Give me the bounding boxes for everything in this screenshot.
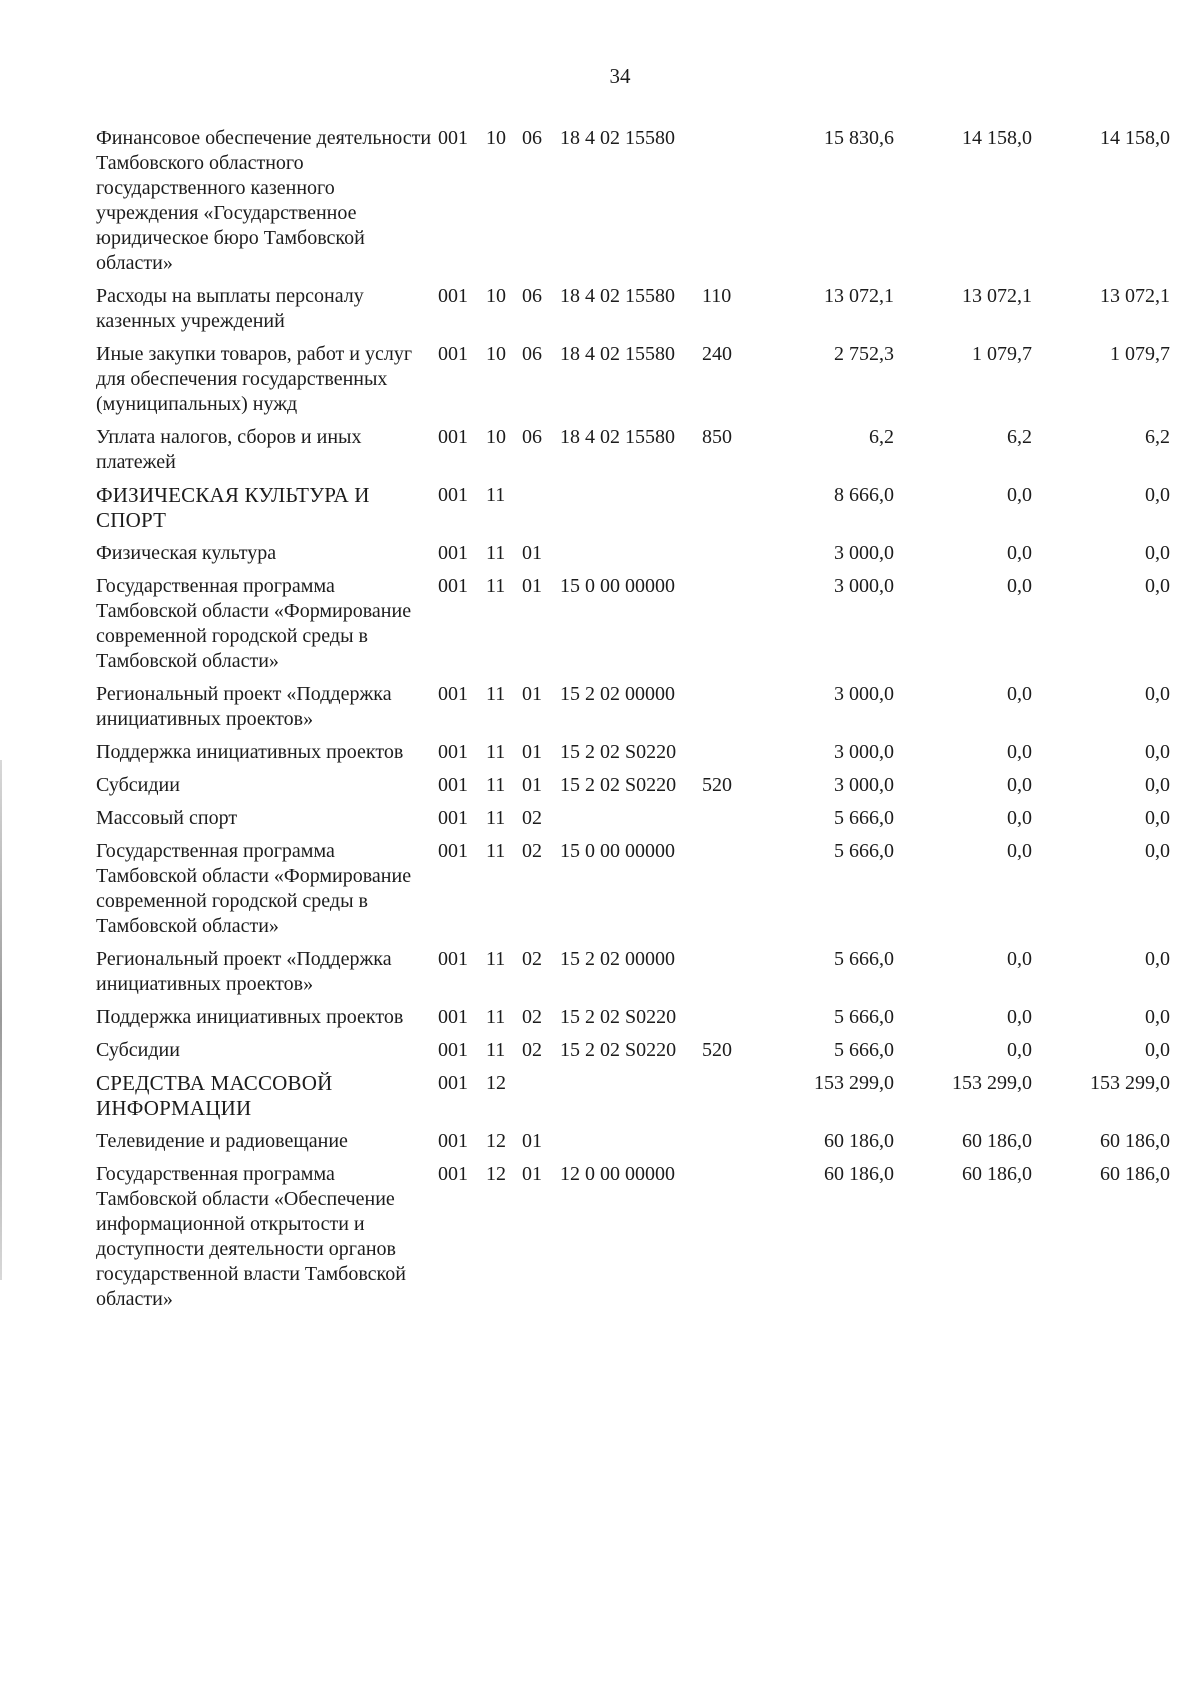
row-name: Государственная программа Тамбовской области «Формирование современной городской среды в Тамбовской области» [96, 575, 412, 672]
amount-year-3: 0,0 [1145, 948, 1170, 970]
subsection-code: 01 [522, 741, 542, 763]
table-row [96, 740, 1170, 773]
expense-type-code [702, 839, 772, 947]
grbs-code: 001 [438, 285, 468, 307]
grbs-code: 001 [438, 683, 468, 705]
subsection-code: 02 [522, 1006, 542, 1028]
amount-year-2: 153 299,0 [952, 1072, 1032, 1094]
amount-year-2: 1 079,7 [972, 343, 1032, 365]
table-row [96, 126, 1170, 284]
amount-year-3: 6,2 [1145, 426, 1170, 448]
section-code: 10 [486, 285, 506, 307]
section-code: 11 [486, 741, 506, 763]
row-name: Поддержка инициативных проектов [96, 1006, 404, 1028]
amount-year-3: 0,0 [1145, 741, 1170, 763]
table-row [96, 425, 1170, 483]
row-name: Субсидии [96, 774, 180, 796]
amount-year-1: 3 000,0 [834, 542, 894, 564]
section-code: 11 [486, 840, 506, 862]
amount-year-2: 13 072,1 [962, 285, 1032, 307]
grbs-code: 001 [438, 1039, 468, 1061]
expense-type-code [702, 126, 772, 284]
amount-year-3: 153 299,0 [1090, 1072, 1170, 1094]
amount-year-2: 0,0 [1007, 1039, 1032, 1061]
expense-type-code [702, 574, 772, 682]
section-code: 11 [486, 807, 506, 829]
amount-year-3: 0,0 [1145, 484, 1170, 506]
expense-type-code [702, 1162, 772, 1320]
expense-type-code [702, 541, 772, 574]
target-article-code: 15 0 00 00000 [560, 840, 675, 862]
expense-type-code [702, 1129, 772, 1162]
subsection-code: 02 [522, 840, 542, 862]
amount-year-2: 0,0 [1007, 484, 1032, 506]
row-name: СРЕДСТВА МАССОВОЙ ИНФОРМАЦИИ [96, 1071, 333, 1120]
table-row [96, 773, 1170, 806]
amount-year-2: 14 158,0 [962, 127, 1032, 149]
target-article-code: 15 2 02 00000 [560, 683, 675, 705]
amount-year-1: 3 000,0 [834, 741, 894, 763]
expense-type-code [702, 682, 772, 740]
amount-year-1: 60 186,0 [824, 1130, 894, 1152]
amount-year-1: 8 666,0 [834, 484, 894, 506]
amount-year-3: 0,0 [1145, 774, 1170, 796]
target-article-code [560, 1071, 702, 1129]
subsection-code [522, 483, 560, 541]
table-row [96, 342, 1170, 425]
row-name: Уплата налогов, сборов и иных платежей [96, 426, 362, 473]
row-name: Массовый спорт [96, 807, 238, 829]
expense-type-code: 520 [702, 774, 732, 796]
expense-type-code [702, 806, 772, 839]
table-row [96, 806, 1170, 839]
grbs-code: 001 [438, 542, 468, 564]
table-row [96, 682, 1170, 740]
amount-year-3: 13 072,1 [1100, 285, 1170, 307]
amount-year-3: 0,0 [1145, 683, 1170, 705]
amount-year-1: 6,2 [869, 426, 894, 448]
row-name: Телевидение и радиовещание [96, 1130, 348, 1152]
subsection-code: 01 [522, 774, 542, 796]
grbs-code: 001 [438, 1163, 468, 1185]
grbs-code: 001 [438, 426, 468, 448]
target-article-code: 12 0 00 00000 [560, 1163, 675, 1185]
row-name: Государственная программа Тамбовской области «Обеспечение информационной открытости и доступности деятельности органов государственной власти Тамбовской области» [96, 1163, 406, 1310]
subsection-code: 01 [522, 1130, 542, 1152]
amount-year-3: 0,0 [1145, 807, 1170, 829]
expense-type-code [702, 1071, 772, 1129]
target-article-code [560, 1129, 702, 1162]
amount-year-1: 5 666,0 [834, 948, 894, 970]
scan-edge-artifact [0, 760, 2, 1280]
grbs-code: 001 [438, 840, 468, 862]
section-code: 10 [486, 343, 506, 365]
target-article-code: 15 2 02 00000 [560, 948, 675, 970]
target-article-code: 15 2 02 S0220 [560, 774, 677, 796]
amount-year-3: 60 186,0 [1100, 1130, 1170, 1152]
expense-type-code: 110 [702, 285, 732, 307]
amount-year-1: 5 666,0 [834, 840, 894, 862]
amount-year-3: 0,0 [1145, 1006, 1170, 1028]
subsection-code: 01 [522, 575, 542, 597]
table-row [96, 1038, 1170, 1071]
grbs-code: 001 [438, 484, 468, 506]
amount-year-3: 0,0 [1145, 542, 1170, 564]
section-row [96, 1071, 1170, 1129]
subsection-code: 02 [522, 1039, 542, 1061]
expense-type-code [702, 740, 772, 773]
grbs-code: 001 [438, 1130, 468, 1152]
subsection-code: 06 [522, 127, 542, 149]
budget-table [96, 126, 1170, 1320]
table-row [96, 1129, 1170, 1162]
target-article-code [560, 483, 702, 541]
section-code: 11 [486, 1039, 506, 1061]
target-article-code: 15 2 02 S0220 [560, 1039, 677, 1061]
section-code: 12 [486, 1072, 506, 1094]
amount-year-2: 0,0 [1007, 741, 1032, 763]
subsection-code: 01 [522, 1163, 542, 1185]
section-code: 11 [486, 575, 506, 597]
subsection-code: 06 [522, 426, 542, 448]
amount-year-2: 60 186,0 [962, 1163, 1032, 1185]
target-article-code: 15 2 02 S0220 [560, 741, 677, 763]
grbs-code: 001 [438, 1072, 468, 1094]
grbs-code: 001 [438, 127, 468, 149]
table-row [96, 541, 1170, 574]
section-code: 11 [486, 683, 506, 705]
amount-year-1: 15 830,6 [824, 127, 894, 149]
section-code: 11 [486, 1006, 506, 1028]
subsection-code: 01 [522, 683, 542, 705]
section-code: 10 [486, 127, 506, 149]
page-number: 34 [609, 64, 631, 88]
expense-type-code: 520 [702, 1039, 732, 1061]
target-article-code: 15 0 00 00000 [560, 575, 675, 597]
amount-year-2: 6,2 [1007, 426, 1032, 448]
amount-year-3: 60 186,0 [1100, 1163, 1170, 1185]
amount-year-1: 3 000,0 [834, 683, 894, 705]
amount-year-1: 153 299,0 [814, 1072, 894, 1094]
amount-year-3: 14 158,0 [1100, 127, 1170, 149]
section-row [96, 483, 1170, 541]
grbs-code: 001 [438, 741, 468, 763]
row-name: Поддержка инициативных проектов [96, 741, 404, 763]
row-name: Субсидии [96, 1039, 180, 1061]
grbs-code: 001 [438, 774, 468, 796]
expense-type-code [702, 947, 772, 1005]
amount-year-2: 0,0 [1007, 840, 1032, 862]
table-row [96, 574, 1170, 682]
amount-year-1: 5 666,0 [834, 807, 894, 829]
row-name: Региональный проект «Поддержка инициативных проектов» [96, 948, 392, 995]
target-article-code [560, 541, 702, 574]
expense-type-code: 850 [702, 426, 732, 448]
subsection-code [522, 1071, 560, 1129]
section-code: 11 [486, 542, 506, 564]
subsection-code: 06 [522, 285, 542, 307]
table-row [96, 839, 1170, 947]
row-name: Финансовое обеспечение деятельности Тамбовского областного государственного казенного учреждения «Государственное юридическое бюро Тамбовской области» [96, 127, 432, 274]
target-article-code: 18 4 02 15580 [560, 343, 675, 365]
amount-year-2: 0,0 [1007, 1006, 1032, 1028]
amount-year-1: 60 186,0 [824, 1163, 894, 1185]
expense-type-code [702, 483, 772, 541]
amount-year-1: 5 666,0 [834, 1006, 894, 1028]
amount-year-1: 3 000,0 [834, 774, 894, 796]
row-name: Иные закупки товаров, работ и услуг для обеспечения государственных (муниципальных) нужд [96, 343, 413, 415]
amount-year-2: 0,0 [1007, 683, 1032, 705]
row-name: Региональный проект «Поддержка инициативных проектов» [96, 683, 392, 730]
amount-year-2: 60 186,0 [962, 1130, 1032, 1152]
target-article-code: 18 4 02 15580 [560, 426, 675, 448]
subsection-code: 01 [522, 542, 542, 564]
grbs-code: 001 [438, 1006, 468, 1028]
amount-year-2: 0,0 [1007, 807, 1032, 829]
section-code: 12 [486, 1163, 506, 1185]
subsection-code: 02 [522, 948, 542, 970]
amount-year-3: 0,0 [1145, 840, 1170, 862]
target-article-code: 18 4 02 15580 [560, 285, 675, 307]
expense-type-code: 240 [702, 343, 732, 365]
section-code: 11 [486, 484, 506, 506]
amount-year-2: 0,0 [1007, 774, 1032, 796]
amount-year-2: 0,0 [1007, 575, 1032, 597]
grbs-code: 001 [438, 948, 468, 970]
section-code: 11 [486, 948, 506, 970]
grbs-code: 001 [438, 343, 468, 365]
row-name: ФИЗИЧЕСКАЯ КУЛЬТУРА И СПОРТ [96, 483, 370, 532]
subsection-code: 06 [522, 343, 542, 365]
amount-year-1: 13 072,1 [824, 285, 894, 307]
amount-year-1: 5 666,0 [834, 1039, 894, 1061]
amount-year-2: 0,0 [1007, 542, 1032, 564]
target-article-code: 15 2 02 S0220 [560, 1006, 677, 1028]
row-name: Расходы на выплаты персоналу казенных учреждений [96, 285, 364, 332]
table-row [96, 284, 1170, 342]
target-article-code [560, 806, 702, 839]
amount-year-3: 0,0 [1145, 575, 1170, 597]
section-code: 10 [486, 426, 506, 448]
grbs-code: 001 [438, 575, 468, 597]
amount-year-3: 1 079,7 [1110, 343, 1170, 365]
grbs-code: 001 [438, 807, 468, 829]
row-name: Государственная программа Тамбовской области «Формирование современной городской среды в Тамбовской области» [96, 840, 412, 937]
target-article-code: 18 4 02 15580 [560, 127, 675, 149]
amount-year-2: 0,0 [1007, 948, 1032, 970]
amount-year-1: 2 752,3 [834, 343, 894, 365]
subsection-code: 02 [522, 807, 542, 829]
row-name: Физическая культура [96, 542, 277, 564]
amount-year-1: 3 000,0 [834, 575, 894, 597]
table-row [96, 1005, 1170, 1038]
section-code: 11 [486, 774, 506, 796]
table-row [96, 1162, 1170, 1320]
amount-year-3: 0,0 [1145, 1039, 1170, 1061]
table-row [96, 947, 1170, 1005]
expense-type-code [702, 1005, 772, 1038]
section-code: 12 [486, 1130, 506, 1152]
